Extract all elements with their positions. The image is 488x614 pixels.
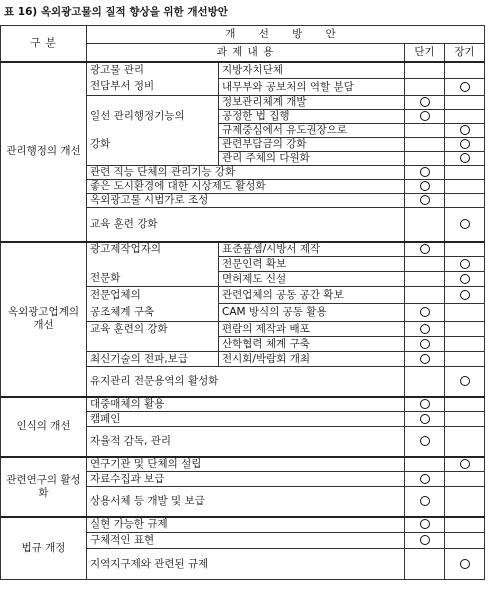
long-term-cell (445, 352, 485, 367)
long-term-cell (445, 242, 485, 257)
circle-mark (420, 354, 430, 364)
task-main (87, 257, 219, 272)
short-term-cell (405, 367, 445, 397)
task-sub: 내무부와 공보처의 역할 분담 (219, 79, 405, 96)
task-sub: 산학협력 체계 구축 (219, 337, 405, 352)
task-main: 유지관리 전문용역의 활성화 (87, 367, 405, 397)
task-sub: 관련부담금의 강화 (219, 138, 405, 152)
short-term-cell (405, 110, 445, 124)
task-main (87, 152, 219, 166)
task-main: 캠페인 (87, 412, 405, 427)
long-term-cell (445, 272, 485, 287)
circle-mark (420, 474, 430, 484)
task-main: 광고물 관리 (87, 62, 219, 79)
circle-mark (420, 436, 430, 446)
long-term-cell (445, 152, 485, 166)
long-term-cell (445, 412, 485, 427)
circle-mark (420, 167, 430, 177)
circle-mark (460, 153, 470, 163)
circle-mark (420, 324, 430, 334)
long-term-cell (445, 517, 485, 533)
short-term-cell (405, 194, 445, 208)
task-sub: 관련업체의 공동 공간 확보 (219, 287, 405, 304)
long-term-cell (445, 487, 485, 517)
long-term-cell (445, 533, 485, 549)
short-term-cell (405, 152, 445, 166)
long-term-cell (445, 166, 485, 180)
short-term-cell (405, 549, 445, 580)
short-term-cell (405, 397, 445, 412)
circle-mark (420, 97, 430, 107)
category-research: 관련연구의 활성화 (1, 457, 87, 517)
table-caption: 표 16) 옥외광고물의 질적 향상을 위한 개선방안 (4, 6, 228, 18)
task-main: 전담부서 정비 (87, 79, 219, 96)
task-sub: 공정한 법 집행 (219, 110, 405, 124)
task-main: 교육 훈련 강화 (87, 208, 405, 242)
short-term-cell (405, 322, 445, 337)
task-main: 좋은 도시환경에 대한 시상제도 활성화 (87, 180, 405, 194)
circle-mark (420, 307, 430, 317)
header-task: 과 제 내 용 (87, 44, 405, 62)
short-term-cell (405, 257, 445, 272)
task-main: 자율적 감독, 관리 (87, 427, 405, 457)
circle-mark (420, 195, 430, 205)
short-term-cell (405, 412, 445, 427)
short-term-cell (405, 138, 445, 152)
long-term-cell (445, 337, 485, 352)
long-term-cell (445, 257, 485, 272)
short-term-cell (405, 79, 445, 96)
short-term-cell (405, 166, 445, 180)
long-term-cell (445, 304, 485, 322)
category-industry: 옥외광고업계의 개선 (1, 242, 87, 397)
long-term-cell (445, 124, 485, 138)
task-main (87, 96, 219, 110)
long-term-cell (445, 208, 485, 242)
long-term-cell (445, 138, 485, 152)
task-main: 광고제작업자의 (87, 242, 219, 257)
header-short-term: 단기 (405, 44, 445, 62)
circle-mark (460, 274, 470, 284)
long-term-cell (445, 62, 485, 79)
task-sub: 지방자치단체 (219, 62, 405, 79)
task-sub: 정보관리체계 개발 (219, 96, 405, 110)
task-main: 옥외광고물 시범가로 조성 (87, 194, 405, 208)
short-term-cell (405, 457, 445, 472)
short-term-cell (405, 272, 445, 287)
long-term-cell (445, 367, 485, 397)
circle-mark (420, 519, 430, 529)
task-sub: 면허제도 신설 (219, 272, 405, 287)
short-term-cell (405, 472, 445, 487)
short-term-cell (405, 287, 445, 304)
circle-mark (420, 535, 430, 545)
long-term-cell (445, 472, 485, 487)
long-term-cell (445, 194, 485, 208)
circle-mark (460, 459, 470, 469)
short-term-cell (405, 487, 445, 517)
short-term-cell (405, 427, 445, 457)
long-term-cell (445, 287, 485, 304)
task-main: 관련 직능 단체의 관리기능 강화 (87, 166, 405, 180)
task-sub: 규제중심에서 유도권장으로 (219, 124, 405, 138)
circle-mark (460, 139, 470, 149)
long-term-cell (445, 79, 485, 96)
header-plan: 개 선 방 안 (87, 26, 485, 44)
circle-mark (420, 111, 430, 121)
task-main: 교육 훈련의 강화 (87, 322, 219, 337)
short-term-cell (405, 304, 445, 322)
task-main (87, 124, 219, 138)
task-main: 지역지구제와 관련된 규제 (87, 549, 405, 580)
circle-mark (420, 181, 430, 191)
circle-mark (460, 376, 470, 386)
category-admin: 관리행정의 개선 (1, 62, 87, 242)
task-sub: 편람의 제작과 배포 (219, 322, 405, 337)
circle-mark (460, 219, 470, 229)
long-term-cell (445, 96, 485, 110)
header-category: 구 분 (1, 26, 87, 62)
circle-mark (420, 244, 430, 254)
short-term-cell (405, 337, 445, 352)
short-term-cell (405, 242, 445, 257)
long-term-cell (445, 549, 485, 580)
task-main (87, 337, 219, 352)
short-term-cell (405, 208, 445, 242)
task-sub: 전문인력 확보 (219, 257, 405, 272)
long-term-cell (445, 322, 485, 337)
circle-mark (460, 82, 470, 92)
task-main: 전문업체의 (87, 287, 219, 304)
long-term-cell (445, 397, 485, 412)
circle-mark (420, 496, 430, 506)
circle-mark (420, 414, 430, 424)
short-term-cell (405, 124, 445, 138)
short-term-cell (405, 96, 445, 110)
circle-mark (460, 559, 470, 569)
task-main: 최신기술의 전파,보급 (87, 352, 219, 367)
task-main: 공조체계 구축 (87, 304, 219, 322)
long-term-cell (445, 180, 485, 194)
task-main: 전문화 (87, 272, 219, 287)
circle-mark (460, 125, 470, 135)
task-main: 강화 (87, 138, 219, 152)
long-term-cell (445, 457, 485, 472)
circle-mark (460, 290, 470, 300)
long-term-cell (445, 427, 485, 457)
task-main: 상용서체 등 개발 및 보급 (87, 487, 405, 517)
short-term-cell (405, 352, 445, 367)
task-main: 실현 가능한 규제 (87, 517, 405, 533)
task-main: 일선 관리행정기능의 (87, 110, 219, 124)
improvement-plan-table (0, 25, 485, 580)
task-sub: CAM 방식의 공동 활용 (219, 304, 405, 322)
short-term-cell (405, 180, 445, 194)
task-sub: 전시회/박람회 개최 (219, 352, 405, 367)
circle-mark (420, 339, 430, 349)
long-term-cell (445, 110, 485, 124)
short-term-cell (405, 517, 445, 533)
circle-mark (420, 399, 430, 409)
header-long-term: 장기 (445, 44, 485, 62)
short-term-cell (405, 533, 445, 549)
category-law: 법규 개정 (1, 517, 87, 580)
task-main: 자료수집과 보급 (87, 472, 405, 487)
task-main: 연구기관 및 단체의 설립 (87, 457, 405, 472)
task-sub: 관리 주체의 다원화 (219, 152, 405, 166)
short-term-cell (405, 62, 445, 79)
category-awareness: 인식의 개선 (1, 397, 87, 457)
circle-mark (460, 259, 470, 269)
task-main: 대중매체의 활용 (87, 397, 405, 412)
task-sub: 표준품셈/시방서 제작 (219, 242, 405, 257)
task-main: 구체적인 표현 (87, 533, 405, 549)
